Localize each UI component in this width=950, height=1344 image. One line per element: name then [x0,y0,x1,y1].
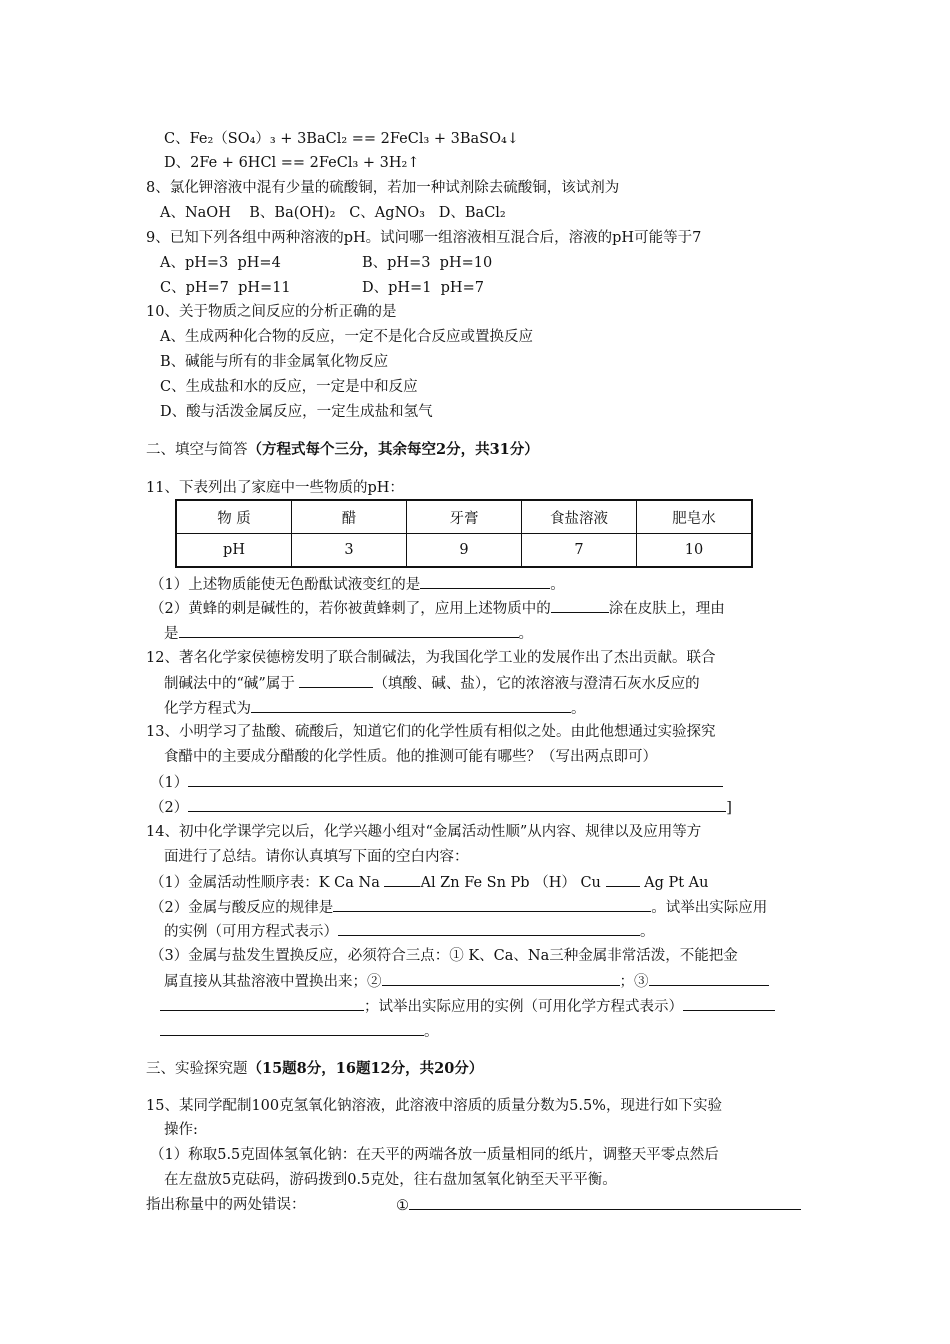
q10-stem: 10、关于物质之间反应的分析正确的是 [146,304,397,320]
answer-blank[interactable] [251,699,571,713]
q14-part2-text2: 。试举出实际应用 [651,900,768,916]
q11-part2-text3: 是 [164,626,179,642]
q15-line2: 操作: [164,1122,198,1138]
q12-line2 [164,674,700,693]
q11-part1 [150,575,565,594]
answer-blank[interactable] [649,972,769,986]
answer-blank[interactable] [409,1196,801,1210]
answer-blank[interactable] [188,798,726,812]
q10-option-a: A、生成两种化合物的反应，一定不是化合反应或置换反应 [160,329,533,345]
q14-part1-text3: Ag Pt Au [639,875,709,891]
table-row [176,534,752,568]
q12-line3 [164,699,586,718]
q12-line2-text2: （填酸、碱、盐），它的浓溶液与澄清石灰水反应的 [373,676,700,692]
table-row [176,500,752,534]
q11-part2-reason [164,624,533,643]
section3-title: 三、实验探究题 [146,1061,248,1077]
q15-line1: 15、某同学配制100克氢氧化钠溶液，此溶液中溶质的质量分数为5.5%，现进行如下实验 [146,1098,722,1114]
section2-note: （方程式每个三分，其余每空2分，共31分） [247,441,539,458]
section3-note: （15题8分，16题12分，共20分） [247,1060,484,1077]
q11-part2-text: （2）黄蜂的刺是碱性的，若你被黄蜂刺了，应用上述物质中的 [150,601,551,617]
answer-blank[interactable] [299,674,373,688]
answer-blank[interactable] [382,972,620,986]
answer-blank[interactable] [606,873,640,887]
answer-blank[interactable] [333,898,651,912]
section3-heading [146,1060,483,1078]
q7-option-c: C、Fe₂（SO₄）₃ + 3BaCl₂ == 2FeCl₃ + 3BaSO₄↓ [164,131,519,147]
q11-part2-text2: 涂在皮肤上，理由 [608,601,725,617]
q15-line3: （1）称取5.5克固体氢氧化钠：在天平的两端各放一质量相同的纸片，调整天平零点然后 [150,1147,719,1163]
q14-part3-line2 [164,972,769,991]
q14-part2-example [164,922,655,941]
answer-blank[interactable] [384,873,420,887]
q14-part2-end: 。 [640,924,655,940]
answer-blank[interactable] [420,575,550,589]
q14-part2 [150,898,767,917]
q12-line3-end: 。 [571,701,586,717]
q13-answer1-label: （1） [150,775,189,791]
table-cell: 9 [407,534,522,568]
q7-option-d: D、2Fe + 6HCl == 2FeCl₃ + 3H₂↑ [164,155,420,171]
q14-part2-text3: 的实例（可用方程式表示） [164,924,338,940]
q12-line1: 12、著名化学家侯德榜发明了联合制碱法，为我国化学工业的发展作出了杰出贡献。联合 [146,650,716,666]
q14-part3-text3: ；试举出实际应用的实例（可用化学方程式表示） [364,999,683,1015]
table-cell: 3 [292,534,407,568]
q12-line3-text: 化学方程式为 [164,701,251,717]
q15-line5-text: 指出称量中的两处错误： [146,1197,306,1213]
q9-option-c: C、pH=7 pH=11 [160,280,291,296]
table-cell: pH [176,534,292,568]
q14-part1-text: （1）金属活动性顺序表：K Ca Na [150,875,385,891]
q11-part1-end: 。 [550,577,565,593]
section2-title: 二、填空与简答 [146,442,248,458]
q14-part1-text2: Al Zn Fe Sn Pb （H） Cu [420,875,606,891]
table-cell: 牙膏 [407,500,522,534]
q12-line2-text: 制碱法中的“碱”属于 [164,676,300,692]
q13-answer1 [150,773,723,792]
q11-part2 [150,599,725,618]
q9-option-d: D、pH=1 pH=7 [362,280,484,296]
table-cell: 肥皂水 [637,500,753,534]
q14-part3-line3 [160,997,775,1016]
q11-part1-text: （1）上述物质能使无色酚酞试液变红的是 [150,577,421,593]
q15-line5 [146,1196,306,1214]
q10-option-c: C、生成盐和水的反应，一定是中和反应 [160,379,418,395]
q15-error1 [396,1196,801,1215]
q13-line2: 食醋中的主要成分醋酸的化学性质。他的推测可能有哪些？（写出两点即可） [164,749,657,765]
answer-blank[interactable] [338,922,640,936]
q13-answer2-label: （2） [150,800,189,816]
q8-stem: 8、氯化钾溶液中混有少量的硫酸铜，若加一种试剂除去硫酸铜，该试剂为 [146,180,620,196]
q14-part3-end: 。 [424,1024,439,1040]
answer-blank[interactable] [683,997,775,1011]
q8-options: A、NaOH B、Ba(OH)₂ C、AgNO₃ D、BaCl₂ [160,205,506,221]
answer-blank[interactable] [160,1022,424,1036]
answer-blank[interactable] [179,624,519,638]
answer-blank[interactable] [551,599,609,613]
q14-part3-line4 [160,1022,439,1041]
table-cell: 物 质 [176,500,292,534]
q14-part1 [150,873,708,892]
q14-part3-text2: ；③ [619,974,649,990]
q9-option-b: B、pH=3 pH=10 [362,255,493,271]
q9-option-a: A、pH=3 pH=4 [160,255,281,271]
q10-option-d: D、酸与活泼金属反应，一定生成盐和氢气 [160,404,433,420]
q10-option-b: B、碱能与所有的非金属氧化物反应 [160,354,389,370]
q13-answer2 [150,798,732,817]
q14-line1: 14、初中化学课学完以后，化学兴趣小组对“金属活动性顺”从内容、规律以及应用等方 [146,824,702,840]
ph-table [175,499,753,568]
q14-line2: 面进行了总结。请你认真填写下面的空白内容： [164,849,469,865]
table-cell: 食盐溶液 [522,500,637,534]
q14-part3-text: 属直接从其盐溶液中置换出来；② [164,974,382,990]
q13-answer2-bracket: ] [726,800,732,816]
q13-line1: 13、小明学习了盐酸、硫酸后，知道它们的化学性质有相似之处。由此他想通过实验探究 [146,724,716,740]
table-cell: 10 [637,534,753,568]
q15-error1-label: ① [396,1198,409,1214]
table-cell: 7 [522,534,637,568]
q11-part2-end: 。 [518,626,533,642]
q14-part3: （3）金属与盐发生置换反应，必须符合三点：① K、Ca、Na三种金属非常活泼，不能把金 [150,948,738,964]
q9-stem: 9、已知下列各组中两种溶液的pH。试问哪一组溶液相互混合后，溶液的pH可能等于7 [146,230,702,246]
answer-blank[interactable] [160,997,364,1011]
q11-stem: 11、下表列出了家庭中一些物质的pH： [146,480,404,496]
q15-line4: 在左盘放5克砝码，游码拨到0.5克处，往右盘加氢氧化钠至天平平衡。 [164,1172,617,1188]
q14-part2-text: （2）金属与酸反应的规律是 [150,900,334,916]
table-cell: 醋 [292,500,407,534]
section2-heading [146,441,539,459]
answer-blank[interactable] [188,773,723,787]
